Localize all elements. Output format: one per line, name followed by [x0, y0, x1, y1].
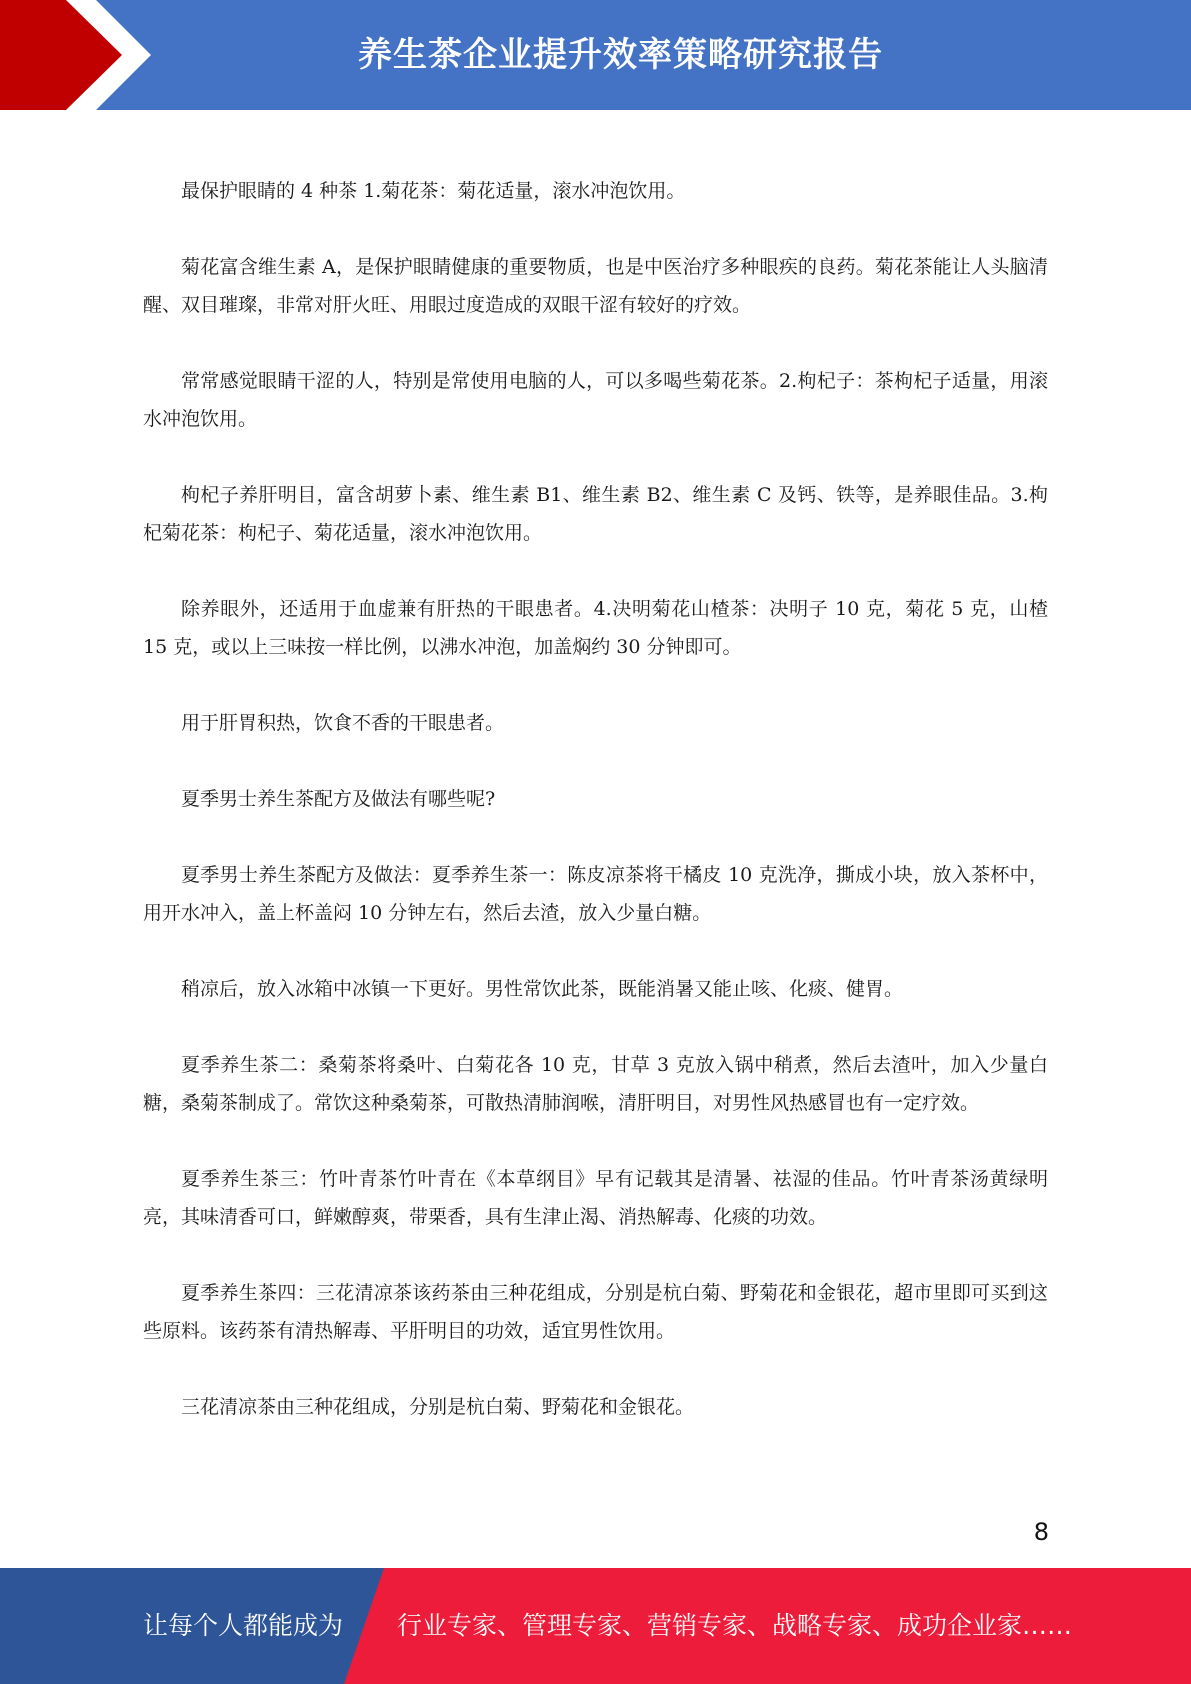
paragraph: 三花清凉茶由三种花组成，分别是杭白菊、野菊花和金银花。	[181, 1396, 695, 1418]
paragraph: 夏季男士养生茶配方及做法：夏季养生茶一：陈皮凉茶将干橘皮 10 克洗净，撕成小块，放入茶杯中，用开水冲入，盖上杯盖闷 10 分钟左右，然后去渣，放入少量白糖。	[143, 864, 1048, 924]
paragraph: 最保护眼睛的 4 种茶 1.菊花茶：菊花适量，滚水冲泡饮用。	[181, 180, 686, 202]
page-footer	[0, 1568, 1191, 1684]
paragraph: 稍凉后，放入冰箱中冰镇一下更好。男性常饮此茶，既能消暑又能止咳、化痰、健胃。	[181, 978, 904, 1000]
paragraph: 用于肝胃积热，饮食不香的干眼患者。	[181, 712, 505, 734]
paragraph: 菊花富含维生素 A，是保护眼睛健康的重要物质，也是中医治疗多种眼疾的良药。菊花茶能让人头脑清醒、双目璀璨，非常对肝火旺、用眼过度造成的双眼干涩有较好的疗效。	[143, 256, 1048, 316]
page-header	[0, 0, 1191, 110]
document-body	[143, 172, 1048, 1464]
paragraph: 夏季养生茶二：桑菊茶将桑叶、白菊花各 10 克，甘草 3 克放入锅中稍煮，然后去渣叶，加入少量白糖，桑菊茶制成了。常饮这种桑菊茶，可散热清肺润喉，清肝明目，对男性风热感冒也有一定疗效。	[143, 1054, 1048, 1114]
paragraph: 除养眼外，还适用于血虚兼有肝热的干眼患者。4.决明菊花山楂茶：决明子 10 克，菊花 5 克，山楂 15 克，或以上三味按一样比例，以沸水冲泡，加盖焖约 30 分钟即可。	[143, 598, 1048, 658]
page-number: 8	[1033, 1518, 1049, 1546]
paragraph: 夏季养生茶四：三花清凉茶该药茶由三种花组成，分别是杭白菊、野菊花和金银花，超市里即可买到这些原料。该药茶有清热解毒、平肝明目的功效，适宜男性饮用。	[143, 1282, 1048, 1342]
footer-slogan-left: 让每个人都能成为	[143, 1611, 344, 1640]
paragraph: 夏季养生茶三：竹叶青茶竹叶青在《本草纲目》早有记载其是清暑、祛湿的佳品。竹叶青茶汤黄绿明亮，其味清香可口，鲜嫩醇爽，带栗香，具有生津止渴、消热解毒、化痰的功效。	[143, 1168, 1048, 1228]
paragraph: 枸杞子养肝明目，富含胡萝卜素、维生素 B1、维生素 B2、维生素 C 及钙、铁等，是养眼佳品。3.枸杞菊花茶：枸杞子、菊花适量，滚水冲泡饮用。	[143, 484, 1048, 544]
paragraph: 夏季男士养生茶配方及做法有哪些呢?	[181, 788, 496, 810]
paragraph: 常常感觉眼睛干涩的人，特别是常使用电脑的人，可以多喝些菊花茶。2.枸杞子：茶枸杞子适量，用滚水冲泡饮用。	[143, 370, 1048, 430]
report-title: 养生茶企业提升效率策略研究报告	[358, 35, 883, 75]
footer-slogan-right: 行业专家、管理专家、营销专家、战略专家、成功企业家……	[397, 1611, 1073, 1640]
